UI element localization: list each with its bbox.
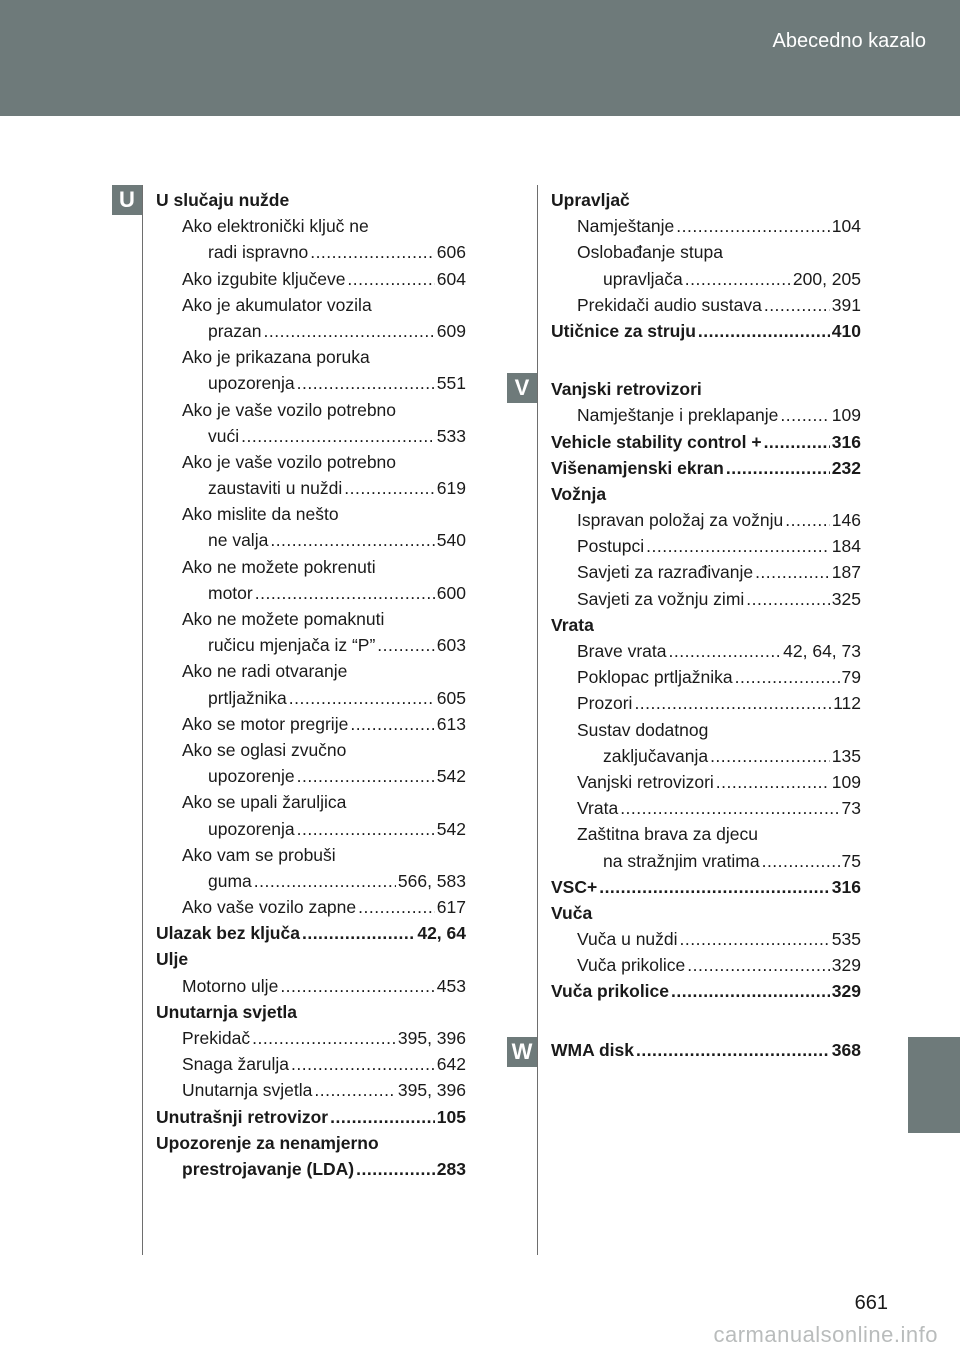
index-entry-label: Vuča bbox=[551, 902, 593, 923]
dot-leader bbox=[297, 816, 435, 842]
index-entry bbox=[551, 821, 861, 847]
index-entry bbox=[156, 606, 466, 632]
index-entry-label: Ako ne možete pokrenuti bbox=[182, 556, 376, 577]
index-entry bbox=[551, 612, 861, 638]
dot-leader bbox=[255, 580, 435, 606]
dot-leader bbox=[735, 664, 840, 690]
index-entry bbox=[551, 376, 861, 402]
index-entry-label: Vuča u nuždi bbox=[577, 929, 678, 950]
index-entry-page[interactable]: 617 bbox=[436, 897, 466, 918]
index-entry bbox=[156, 239, 466, 265]
dot-leader bbox=[350, 711, 434, 737]
index-entry-page[interactable]: 453 bbox=[436, 975, 466, 996]
index-entry-label: Postupci bbox=[577, 536, 645, 557]
index-entry-label: Ulazak bez ključa bbox=[156, 923, 300, 944]
index-entry-page[interactable]: 316 bbox=[831, 876, 861, 897]
index-entry-page[interactable]: 368 bbox=[831, 1039, 861, 1060]
dot-leader bbox=[685, 266, 791, 292]
index-entry-label: Vrata bbox=[577, 798, 619, 819]
index-entry-page[interactable]: 325 bbox=[831, 588, 861, 609]
index-entry-label: Prekidač bbox=[182, 1028, 251, 1048]
index-entry bbox=[156, 213, 466, 239]
index-entry bbox=[551, 926, 861, 952]
index-entry-label: Ako je vaše vozilo potrebno bbox=[182, 399, 397, 420]
index-entry-page[interactable]: 606 bbox=[436, 242, 466, 263]
index-entry-label: na stražnjim vratima bbox=[603, 850, 760, 871]
index-entry-label: prestrojavanje (LDA) bbox=[182, 1158, 355, 1179]
index-entry-label: ručicu mjenjača iz “P” bbox=[208, 635, 376, 656]
dot-leader bbox=[676, 213, 830, 239]
index-entry-label: Unutarnja svjetla bbox=[182, 1080, 313, 1101]
index-entry bbox=[551, 638, 861, 664]
index-entry-page[interactable]: 109 bbox=[831, 405, 861, 426]
index-entry-page[interactable]: 410 bbox=[831, 320, 861, 341]
index-entry bbox=[156, 763, 466, 789]
index-entry-label: Vrata bbox=[551, 614, 594, 635]
index-entry-label: Vuča prikolice bbox=[551, 981, 670, 1002]
index-entry-page[interactable]: 42, 64, 73 bbox=[783, 641, 861, 661]
index-entry-label: VSC+ bbox=[551, 876, 598, 897]
index-entry-label: Brave vrata bbox=[577, 641, 667, 661]
index-entry-label: Oslobađanje stupa bbox=[577, 242, 723, 263]
index-entry bbox=[156, 920, 466, 946]
dot-leader bbox=[291, 1051, 435, 1077]
index-entry-label: Unutarnja svjetla bbox=[156, 1001, 298, 1022]
index-entry-page[interactable]: 609 bbox=[436, 320, 466, 341]
index-entry bbox=[156, 973, 466, 999]
chapter-side-tab bbox=[908, 1037, 960, 1133]
index-entry bbox=[551, 318, 861, 344]
index-entry-label: Ako se oglasi zvučno bbox=[182, 739, 347, 760]
index-entry bbox=[551, 664, 861, 690]
index-entry-label: Ako ne možete pomaknuti bbox=[182, 609, 385, 629]
index-entry bbox=[156, 554, 466, 580]
index-entry-page[interactable]: 316 bbox=[831, 431, 861, 452]
dot-leader bbox=[599, 874, 830, 900]
index-entry bbox=[156, 946, 466, 972]
index-entry bbox=[156, 1104, 466, 1130]
index-entry-label: zaustaviti u nuždi bbox=[208, 478, 343, 499]
dot-leader bbox=[356, 1156, 435, 1182]
index-entry bbox=[156, 187, 466, 213]
dot-leader bbox=[668, 638, 781, 664]
index-entry bbox=[156, 527, 466, 553]
index-entry bbox=[156, 658, 466, 684]
index-entry-label: Vožnja bbox=[551, 483, 607, 504]
index-entry bbox=[156, 685, 466, 711]
index-entry-label: Ako se upali žaruljica bbox=[182, 792, 347, 813]
index-entry-label: Višenamjenski ekran bbox=[551, 457, 724, 478]
index-entry-label: Ako izgubite ključeve bbox=[182, 268, 346, 289]
index-entry-label: guma bbox=[208, 870, 252, 891]
index-entry-page[interactable]: 184 bbox=[831, 536, 861, 557]
dot-leader bbox=[726, 455, 830, 481]
index-entry bbox=[551, 292, 861, 318]
index-entry-label: prtljažnika bbox=[208, 687, 287, 708]
index-entry bbox=[156, 1077, 466, 1103]
dot-leader bbox=[344, 475, 435, 501]
index-entry-label: upozorenja bbox=[208, 373, 295, 394]
index-entry-label: Utičnice za struju bbox=[551, 320, 696, 341]
dot-leader bbox=[280, 973, 434, 999]
right-column-rule bbox=[537, 185, 538, 1255]
dot-leader bbox=[314, 1077, 396, 1103]
dot-leader bbox=[377, 632, 435, 658]
index-entry-label: upravljača bbox=[603, 268, 683, 289]
index-entry-page[interactable]: 542 bbox=[436, 818, 466, 839]
index-entry-page[interactable]: 395, 396 bbox=[397, 1028, 466, 1048]
dot-leader bbox=[264, 318, 435, 344]
dot-leader bbox=[755, 559, 830, 585]
index-entry bbox=[156, 1025, 466, 1051]
dot-leader bbox=[347, 266, 434, 292]
index-entry bbox=[156, 344, 466, 370]
index-entry-label: Sustav dodatnog bbox=[577, 719, 709, 740]
left-column-rule bbox=[142, 185, 143, 1255]
index-entry bbox=[156, 370, 466, 396]
index-entry bbox=[156, 711, 466, 737]
index-entry-label: Ako vam se probuši bbox=[182, 844, 336, 865]
index-entry bbox=[551, 429, 861, 455]
index-entry-page[interactable]: 535 bbox=[831, 929, 861, 950]
index-entry bbox=[156, 318, 466, 344]
index-entry-label: Upozorenje za nenamjerno bbox=[156, 1132, 379, 1153]
index-entry bbox=[551, 481, 861, 507]
index-entry-label: Prozori bbox=[577, 693, 633, 714]
index-entry bbox=[156, 423, 466, 449]
page-number: 661 bbox=[854, 1292, 888, 1314]
dot-leader bbox=[780, 402, 829, 428]
index-entry-page[interactable]: 112 bbox=[833, 693, 861, 714]
index-column-right bbox=[551, 187, 861, 1063]
dot-leader bbox=[636, 1037, 830, 1063]
index-entry bbox=[551, 239, 861, 265]
dot-leader bbox=[358, 894, 435, 920]
index-entry-label: Snaga žarulja bbox=[182, 1054, 290, 1075]
index-entry bbox=[551, 952, 861, 978]
dot-leader bbox=[270, 527, 434, 553]
index-entry-label: Vuča prikolice bbox=[577, 955, 686, 976]
index-entry bbox=[156, 501, 466, 527]
index-entry-label: Prekidači audio sustava bbox=[577, 294, 762, 315]
dot-leader bbox=[297, 763, 435, 789]
letter-marker-v: V bbox=[507, 373, 537, 403]
index-entry-page[interactable]: 329 bbox=[831, 981, 861, 1002]
index-entry-page[interactable]: 42, 64 bbox=[417, 923, 466, 944]
page-header bbox=[0, 0, 960, 116]
index-entry bbox=[156, 397, 466, 423]
index-entry-label: Ulje bbox=[156, 949, 189, 970]
index-entry bbox=[156, 789, 466, 815]
index-entry-label: upozorenja bbox=[208, 818, 295, 839]
index-entry-page[interactable]: 391 bbox=[831, 294, 861, 315]
index-entry-label: vući bbox=[208, 425, 240, 446]
index-entry bbox=[156, 1156, 466, 1182]
index-entry bbox=[551, 455, 861, 481]
index-entry-label: Ako je akumulator vozila bbox=[182, 294, 372, 315]
index-entry-page[interactable]: 329 bbox=[831, 955, 861, 976]
section-title: Abecedno kazalo bbox=[772, 30, 926, 52]
index-entry-page[interactable]: 79 bbox=[841, 667, 861, 688]
index-entry-label: Vanjski retrovizori bbox=[577, 771, 714, 792]
index-entry bbox=[156, 737, 466, 763]
index-entry bbox=[551, 690, 861, 716]
index-entry bbox=[551, 402, 861, 428]
index-entry-label: Vehicle stability control + bbox=[551, 431, 762, 452]
index-entry bbox=[156, 1051, 466, 1077]
index-entry-page[interactable]: 75 bbox=[841, 850, 861, 871]
index-entry-page[interactable]: 232 bbox=[831, 457, 861, 478]
index-entry bbox=[551, 533, 861, 559]
dot-leader bbox=[671, 978, 830, 1004]
index-entry bbox=[551, 586, 861, 612]
index-entry-page[interactable]: 283 bbox=[436, 1158, 466, 1179]
index-entry-page[interactable]: 187 bbox=[831, 562, 861, 583]
index-entry bbox=[551, 900, 861, 926]
index-entry bbox=[156, 816, 466, 842]
index-entry-page[interactable]: 603 bbox=[436, 635, 466, 656]
dot-leader bbox=[698, 318, 830, 344]
index-entry bbox=[551, 187, 861, 213]
index-entry-label: Zaštitna brava za djecu bbox=[577, 824, 758, 845]
index-entry bbox=[551, 874, 861, 900]
index-entry-label: Poklopac prtljažnika bbox=[577, 667, 733, 688]
dot-leader bbox=[310, 239, 435, 265]
letter-marker-u: U bbox=[112, 185, 142, 215]
dot-leader bbox=[764, 429, 830, 455]
index-entry bbox=[156, 475, 466, 501]
dot-leader bbox=[764, 292, 830, 318]
index-entry-page[interactable]: 566, 583 bbox=[397, 870, 466, 891]
dot-leader bbox=[252, 1025, 396, 1051]
index-entry-page[interactable]: 540 bbox=[436, 530, 466, 551]
dot-leader bbox=[297, 370, 435, 396]
dot-leader bbox=[646, 533, 830, 559]
index-entry bbox=[156, 632, 466, 658]
index-entry-page[interactable]: 542 bbox=[436, 766, 466, 787]
dot-leader bbox=[620, 795, 839, 821]
index-entry-page[interactable]: 135 bbox=[831, 745, 861, 766]
index-entry-label: Savjeti za razrađivanje bbox=[577, 562, 754, 583]
index-entry-page[interactable]: 109 bbox=[831, 771, 861, 792]
watermark: carmanualsonline.info bbox=[713, 1322, 938, 1347]
index-entry-page[interactable]: 604 bbox=[436, 268, 466, 289]
index-entry-label: upozorenje bbox=[208, 766, 295, 787]
index-entry-label: zaključavanja bbox=[603, 745, 709, 766]
index-entry-label: Upravljač bbox=[551, 190, 630, 210]
dot-leader bbox=[716, 769, 830, 795]
index-entry bbox=[551, 559, 861, 585]
index-entry-label: motor bbox=[208, 582, 253, 603]
index-entry-label: Ako elektronički ključ ne bbox=[182, 216, 369, 237]
index-entry bbox=[551, 795, 861, 821]
index-entry bbox=[551, 978, 861, 1004]
index-entry bbox=[551, 769, 861, 795]
index-entry-label: Vanjski retrovizori bbox=[551, 379, 702, 400]
index-entry-page[interactable]: 642 bbox=[436, 1054, 466, 1075]
dot-leader bbox=[241, 423, 435, 449]
index-entry-label: WMA disk bbox=[551, 1039, 634, 1060]
index-entry-label: Savjeti za vožnju zimi bbox=[577, 588, 745, 609]
index-entry-label: Ako je vaše vozilo potrebno bbox=[182, 451, 397, 472]
dot-leader bbox=[710, 743, 830, 769]
index-entry bbox=[156, 580, 466, 606]
index-entry-page[interactable]: 605 bbox=[436, 687, 466, 708]
index-entry bbox=[156, 266, 466, 292]
dot-leader bbox=[330, 1104, 435, 1130]
index-entry-label: Motorno ulje bbox=[182, 975, 279, 996]
index-column-left bbox=[156, 187, 466, 1182]
index-entry bbox=[551, 266, 861, 292]
index-entry-label: Ako ne radi otvaranje bbox=[182, 661, 348, 682]
index-entry-label: ne valja bbox=[208, 530, 269, 551]
index-entry-page[interactable]: 73 bbox=[841, 798, 861, 819]
index-entry bbox=[156, 894, 466, 920]
index-entry-label: Ako mislite da nešto bbox=[182, 504, 339, 525]
dot-leader bbox=[762, 848, 840, 874]
index-entry-label: prazan bbox=[208, 320, 262, 341]
index-entry-page[interactable]: 105 bbox=[436, 1106, 466, 1127]
index-entry bbox=[551, 507, 861, 533]
index-entry-label: Ako vaše vozilo zapne bbox=[182, 897, 357, 918]
index-entry bbox=[156, 1130, 466, 1156]
index-entry bbox=[551, 213, 861, 239]
index-entry bbox=[156, 999, 466, 1025]
index-entry-page[interactable]: 395, 396 bbox=[397, 1080, 466, 1101]
index-entry bbox=[551, 743, 861, 769]
index-entry bbox=[156, 842, 466, 868]
index-entry-page[interactable]: 104 bbox=[831, 216, 861, 237]
index-entry bbox=[156, 292, 466, 318]
index-entry-page[interactable]: 200, 205 bbox=[792, 268, 861, 289]
dot-leader bbox=[302, 920, 415, 946]
index-entry-label: Ako je prikazana poruka bbox=[182, 347, 370, 368]
index-entry-page[interactable]: 619 bbox=[436, 478, 466, 499]
dot-leader bbox=[687, 952, 830, 978]
index-entry bbox=[551, 717, 861, 743]
index-entry bbox=[551, 1037, 861, 1063]
dot-leader bbox=[289, 685, 435, 711]
letter-marker-w: W bbox=[507, 1037, 537, 1067]
dot-leader bbox=[680, 926, 830, 952]
index-entry-page[interactable]: 551 bbox=[436, 373, 466, 394]
index-entry-label: Ako se motor pregrije bbox=[182, 713, 349, 734]
index-entry-page[interactable]: 600 bbox=[436, 582, 466, 603]
index-entry-label: U slučaju nužde bbox=[156, 190, 290, 210]
index-entry-label: radi ispravno bbox=[208, 242, 309, 263]
index-entry-label: Ispravan položaj za vožnju bbox=[577, 510, 784, 531]
index-entry bbox=[156, 868, 466, 894]
dot-leader bbox=[634, 690, 831, 716]
index-entry bbox=[156, 449, 466, 475]
index-entry-page[interactable]: 146 bbox=[831, 510, 861, 531]
index-entry-label: Unutrašnji retrovizor bbox=[156, 1106, 329, 1127]
index-entry-page[interactable]: 613 bbox=[436, 713, 466, 734]
index-entry-page[interactable]: 533 bbox=[436, 425, 466, 446]
index-entry-label: Namještanje bbox=[577, 216, 675, 237]
dot-leader bbox=[746, 586, 830, 612]
index-entry bbox=[551, 848, 861, 874]
dot-leader bbox=[254, 868, 396, 894]
dot-leader bbox=[785, 507, 830, 533]
index-entry-label: Namještanje i preklapanje bbox=[577, 405, 779, 426]
